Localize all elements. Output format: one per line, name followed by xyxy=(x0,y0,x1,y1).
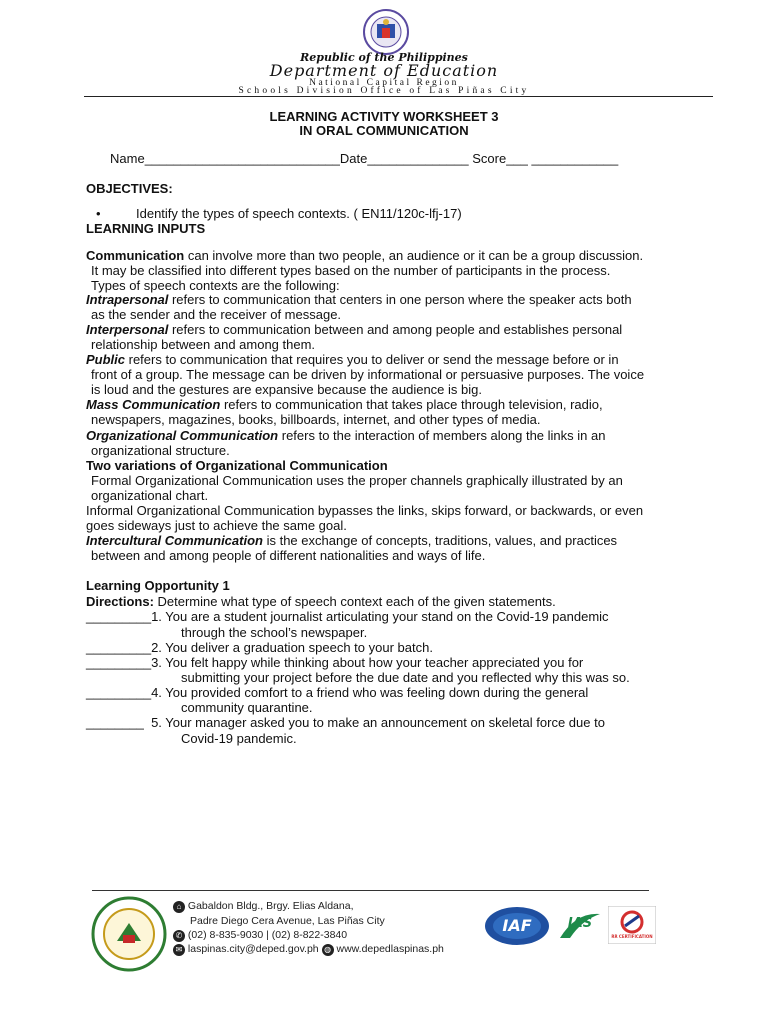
objectives-heading: OBJECTIVES: xyxy=(86,181,173,196)
organizational-line2: organizational structure. xyxy=(91,443,230,458)
intercultural-paragraph xyxy=(86,533,617,548)
address-text1: Gabaldon Bldg., Brgy. Elias Aldana, xyxy=(187,900,354,912)
footer-divider xyxy=(92,890,649,891)
certification-label: RR CERTIFICATION xyxy=(611,934,653,939)
division-seal-text xyxy=(105,972,106,973)
iaf-badge-text: IAF xyxy=(502,916,532,935)
question-text: 1. You are a student journalist articulating your stand on the Covid-19 pandemic xyxy=(151,609,609,624)
address-line2: Padre Diego Cera Avenue, Las Piñas City xyxy=(190,915,385,927)
answer-blank[interactable]: _________ xyxy=(86,609,152,624)
mass-term: Mass Communication xyxy=(86,397,221,412)
mass-line2: newspapers, magazines, books, billboards, internet, and other types of media. xyxy=(91,412,541,427)
interpersonal-line2: relationship between and among them. xyxy=(91,337,316,352)
communication-term: Communication xyxy=(86,248,185,263)
bullet-icon: • xyxy=(96,206,101,221)
communication-text: can involve more than two people, an audience or it can be a group discussion. xyxy=(184,248,644,263)
mass-paragraph xyxy=(86,397,603,412)
answer-blank[interactable]: _________ xyxy=(86,655,152,670)
intercultural-line2: between and among people of different nationalities and ways of life. xyxy=(91,548,486,563)
answer-blank[interactable]: _________ xyxy=(86,640,152,655)
question-text-cont: through the school’s newspaper. xyxy=(181,625,368,640)
score-field[interactable]: ___ ____________ xyxy=(506,151,619,166)
intrapersonal-term: Intrapersonal xyxy=(86,292,169,307)
worksheet-subtitle: IN ORAL COMMUNICATION xyxy=(299,123,469,138)
informal-line1: Informal Organizational Communication bypasses the links, skips forward, or backwards, or even xyxy=(86,503,644,518)
email-link[interactable]: laspinas.city@deped.gov.ph xyxy=(187,943,319,955)
interpersonal-text: refers to communication between and among people and establishes personal xyxy=(168,322,623,337)
question-text: 4. You provided comfort to a friend who was feeling down during the general xyxy=(151,685,589,700)
public-line3: is loud and the gestures are expansive because the audience is big. xyxy=(91,382,482,397)
informal-line2: goes sideways just to achieve the same goal. xyxy=(86,518,347,533)
student-info-line xyxy=(110,151,618,166)
question-text: 3. You felt happy while thinking about how your teacher appreciated you for xyxy=(151,655,584,670)
public-paragraph xyxy=(86,352,619,367)
phone-icon: ✆ xyxy=(173,930,185,942)
department-name: Department of Education xyxy=(269,61,499,80)
question-text: 2. You deliver a graduation speech to your batch. xyxy=(151,640,433,655)
objective-item: Identify the types of speech contexts. ( EN11/120c-lfj-17) xyxy=(136,206,462,221)
worksheet-title: LEARNING ACTIVITY WORKSHEET 3 xyxy=(269,109,499,124)
division-line: Schools Division Office of Las Piñas City xyxy=(238,86,530,96)
phone-text: (02) 8-835-9030 | (02) 8-822-3840 xyxy=(187,929,348,941)
region-line: National Capital Region xyxy=(309,78,459,88)
contact-line xyxy=(173,943,444,956)
directions-line xyxy=(86,594,556,609)
communication-line2: It may be classified into different types based on the number of participants in the process. xyxy=(91,263,611,278)
republic-line: Republic of the Philippines xyxy=(300,51,468,64)
address-line1 xyxy=(173,900,354,913)
location-icon: ⌂ xyxy=(173,901,185,913)
interpersonal-paragraph xyxy=(86,322,622,337)
learning-inputs-heading: LEARNING INPUTS xyxy=(86,221,206,236)
directions-text: Determine what type of speech context each of the given statements. xyxy=(153,594,556,609)
formal-line2: organizational chart. xyxy=(91,488,209,503)
activity-heading: Learning Opportunity 1 xyxy=(86,578,230,593)
header-divider xyxy=(84,96,713,97)
communication-paragraph xyxy=(86,248,643,263)
intrapersonal-line2: as the sender and the receiver of message. xyxy=(91,307,342,322)
intrapersonal-text: refers to communication that centers in one person where the speaker acts both xyxy=(168,292,632,307)
date-field[interactable]: ______________ xyxy=(367,151,469,166)
organizational-paragraph xyxy=(86,428,605,443)
intercultural-term: Intercultural Communication xyxy=(86,533,263,548)
phone-line xyxy=(173,929,347,942)
public-text: refers to communication that requires you to deliver or send the message before or in xyxy=(125,352,619,367)
answer-blank[interactable]: ________ xyxy=(86,715,144,730)
mass-text: refers to communication that takes place through television, radio, xyxy=(220,397,603,412)
date-label: Date xyxy=(339,151,368,166)
question-item xyxy=(86,685,588,700)
website-link[interactable]: www.depedlaspinas.ph xyxy=(336,943,444,955)
ias-badge-text: IAS xyxy=(567,916,593,931)
variations-heading: Two variations of Organizational Communication xyxy=(86,458,388,473)
directions-label: Directions: xyxy=(86,594,154,609)
organizational-text: refers to the interaction of members along the links in an xyxy=(278,428,606,443)
question-item xyxy=(86,609,609,624)
question-item xyxy=(86,655,583,670)
name-field[interactable]: ___________________________ xyxy=(144,151,340,166)
question-item xyxy=(86,715,605,730)
communication-line3: Types of speech contexts are the following: xyxy=(91,278,340,293)
globe-icon: ◍ xyxy=(322,944,334,956)
division-seal-icon xyxy=(90,895,168,973)
question-item xyxy=(86,640,433,655)
formal-line1: Formal Organizational Communication uses the proper channels graphically illustrated by an xyxy=(91,473,623,488)
intrapersonal-paragraph xyxy=(86,292,632,307)
score-label: Score xyxy=(472,151,507,166)
intercultural-text: is the exchange of concepts, traditions, values, and practices xyxy=(262,533,618,548)
name-label: Name xyxy=(110,151,145,166)
interpersonal-term: Interpersonal xyxy=(86,322,169,337)
email-icon: ✉ xyxy=(173,944,185,956)
question-text-cont: Covid-19 pandemic. xyxy=(181,731,297,746)
answer-blank[interactable]: _________ xyxy=(86,685,152,700)
question-text: 5. Your manager asked you to make an announcement on skeletal force due to xyxy=(143,715,605,730)
organizational-term: Organizational Communication xyxy=(86,428,279,443)
public-term: Public xyxy=(86,352,126,367)
question-text-cont: submitting your project before the due date and you reflected why this was so. xyxy=(181,670,630,685)
public-line2: front of a group. The message can be driven by informational or persuasive purposes. The voice xyxy=(91,367,645,382)
question-text-cont: community quarantine. xyxy=(181,700,313,715)
